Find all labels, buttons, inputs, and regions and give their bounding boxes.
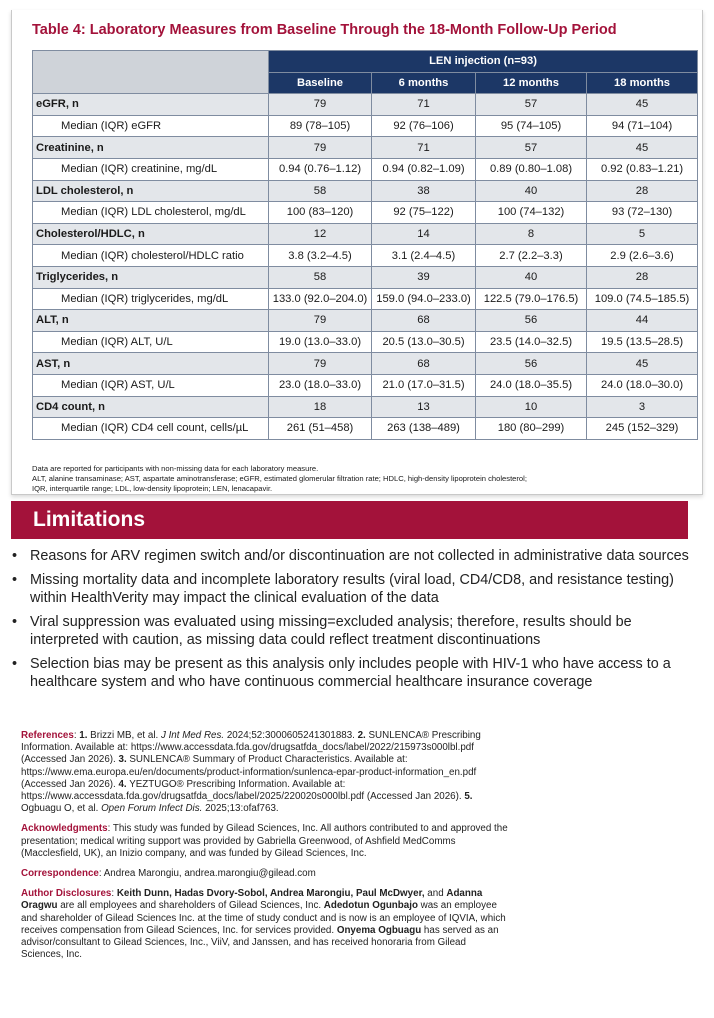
disclosures-names: Adedotun Ogunbajo [323, 900, 418, 912]
table-cell: 10 [476, 396, 587, 418]
table-cell: 93 (72–130) [587, 202, 698, 224]
disclosures-names: Keith Dunn, Hadas Dvory-Sobol, Andrea Marongiu, Paul McDwyer, [116, 888, 425, 900]
row-label: Triglycerides, n [33, 266, 269, 288]
table-row [33, 245, 698, 267]
table-cell: 94 (71–104) [587, 115, 698, 137]
ref-number: 1. [79, 730, 88, 741]
table-cell: 79 [269, 353, 372, 375]
table-cell: 13 [372, 396, 476, 418]
col-header-18-months: 18 months [587, 72, 698, 94]
correspondence-text: : Andrea Marongiu, andrea.marongiu@gilead.com [98, 868, 316, 880]
row-label: AST, n [33, 353, 269, 375]
table-row [33, 223, 698, 245]
table-cell: 100 (74–132) [476, 202, 587, 224]
disclosures-text: and [424, 888, 447, 900]
table-cell: 245 (152–329) [587, 418, 698, 440]
table-cell: 18 [269, 396, 372, 418]
table-cell: 92 (76–106) [372, 115, 476, 137]
table-cell: 58 [269, 180, 372, 202]
table-cell: 3.1 (2.4–4.5) [372, 245, 476, 267]
references-label: References [21, 730, 74, 741]
acknowledgments-paragraph [21, 823, 511, 860]
row-label: Median (IQR) ALT, U/L [33, 331, 269, 353]
table-cell: 39 [372, 266, 476, 288]
table-cell: 68 [372, 353, 476, 375]
correspondence-paragraph [21, 868, 511, 880]
correspondence-label: Correspondence [21, 868, 99, 880]
table-cell: 122.5 (79.0–176.5) [476, 288, 587, 310]
table-cell: 44 [587, 310, 698, 332]
table-cell: 92 (75–122) [372, 202, 476, 224]
table-row [33, 94, 698, 116]
col-header-6-months: 6 months [372, 72, 476, 94]
table-body [33, 94, 698, 440]
col-header-baseline: Baseline [269, 72, 372, 94]
limitation-text: Viral suppression was evaluated using missing=excluded analysis; therefore, results should be interpreted with caution, as missing data could reflect treatment discontinuations [30, 614, 632, 648]
table-cell: 100 (83–120) [269, 202, 372, 224]
disclosures-names: Adanna Oragwu [21, 888, 483, 912]
limitation-text: Missing mortality data and incomplete laboratory results (viral load, CD4/CD8, and resistance testing) within HealthVerity may impact the clinical evaluation of the data [30, 572, 674, 606]
row-label: eGFR, n [33, 94, 269, 116]
table-cell: 12 [269, 223, 372, 245]
row-label: Median (IQR) eGFR [33, 115, 269, 137]
table-row [33, 202, 698, 224]
table-cell: 68 [372, 310, 476, 332]
table-cell: 5 [587, 223, 698, 245]
table-row [33, 353, 698, 375]
table-cell: 40 [476, 180, 587, 202]
table-cell: 40 [476, 266, 587, 288]
group-header-len-injection: LEN injection (n=93) [269, 51, 698, 73]
table-cell: 180 (80–299) [476, 418, 587, 440]
table-corner-cell [33, 51, 269, 94]
table-cell: 23.0 (18.0–33.0) [269, 374, 372, 396]
table-cell: 2.9 (2.6–3.6) [587, 245, 698, 267]
footnote: Data are reported for participants with non-missing data for each laboratory measure. [32, 464, 319, 473]
table-cell: 38 [372, 180, 476, 202]
references-paragraph: References: 1. Brizzi MB, et al. J Int Med Res. 2024;52:3000605241301883. 2. SUNLENCA® Prescribing Information. Available at: https://www.accessdata.fda.gov/drugsatfda_docs/label/2022/215973s000lbl.pdf (Accessed Jan 2026). 3. SUNLENCA® Summary of Product Characteristics. Available at: https://www.ema.europa.eu/en/documents/product-information/sunlenca-epar-product-information_en.pdf (Accessed Jan 2026). 4. YEZTUGO® Prescribing Information. Available at: https://www.accessdata.fda.gov/drugsatfda_docs/label/2025/220020s000lbl.pdf (Accessed Jan 2026). 5. Ogbuagu O, et al. Open Forum Infect Dis. 2025;13:ofaf763. [21, 730, 481, 815]
bullet-icon: • [12, 614, 18, 630]
references-section [21, 730, 511, 969]
table-cell: 89 (78–105) [269, 115, 372, 137]
list-item [12, 547, 702, 565]
row-label: Median (IQR) cholesterol/HDLC ratio [33, 245, 269, 267]
table-cell: 3.8 (3.2–4.5) [269, 245, 372, 267]
table-footnotes [32, 464, 697, 494]
table-row [33, 374, 698, 396]
table-cell: 14 [372, 223, 476, 245]
table-cell: 95 (74–105) [476, 115, 587, 137]
ref-number: 4. [118, 778, 127, 790]
row-label: CD4 count, n [33, 396, 269, 418]
table-row [33, 115, 698, 137]
table-row [33, 266, 698, 288]
bullet-icon: • [12, 548, 18, 564]
table-row [33, 137, 698, 159]
table-row [33, 331, 698, 353]
table-cell: 109.0 (74.5–185.5) [587, 288, 698, 310]
table-cell: 58 [269, 266, 372, 288]
table-cell: 263 (138–489) [372, 418, 476, 440]
table-cell: 71 [372, 94, 476, 116]
table-cell: 45 [587, 137, 698, 159]
list-item [12, 571, 702, 607]
table-cell: 56 [476, 353, 587, 375]
ref-text: 2025;13:ofaf763. [202, 803, 279, 815]
table-cell: 79 [269, 94, 372, 116]
table-group-header-row [33, 51, 698, 73]
table-cell: 19.5 (13.5–28.5) [587, 331, 698, 353]
table-cell: 79 [269, 137, 372, 159]
disclosures-paragraph [21, 888, 511, 961]
table-cell: 20.5 (13.0–30.5) [372, 331, 476, 353]
row-label: Median (IQR) CD4 cell count, cells/µL [33, 418, 269, 440]
ref-text: Brizzi MB, et al. [87, 730, 161, 741]
table-cell: 0.94 (0.76–1.12) [269, 158, 372, 180]
row-label: Median (IQR) creatinine, mg/dL [33, 158, 269, 180]
table-cell: 45 [587, 94, 698, 116]
table-row [33, 396, 698, 418]
bullet-icon: • [12, 656, 18, 672]
col-header-12-months: 12 months [476, 72, 587, 94]
table-row [33, 418, 698, 440]
ref-text: 2024;52:3000605241301883. [224, 730, 358, 741]
acknowledgments-label: Acknowledgments [21, 823, 108, 835]
table-cell: 28 [587, 180, 698, 202]
disclosures-text: has served as an advisor/consultant to Gilead Sciences, Inc., ViiV, and Janssen, and has received honoraria from Gilead Sciences, Inc. [21, 924, 499, 961]
ref-number: 5. [464, 791, 473, 803]
table-cell: 0.94 (0.82–1.09) [372, 158, 476, 180]
limitations-heading: Limitations [33, 508, 146, 531]
list-item [12, 655, 702, 691]
row-label: Median (IQR) triglycerides, mg/dL [33, 288, 269, 310]
acknowledgments-text: : This study was funded by Gilead Sciences, Inc. All authors contributed to and approved the presentation; medical writing support was provided by Gabriella Greenwood, of Ashfield MedComms (Macclesfield, UK), an Inizio company, and was funded by Gilead Sciences, Inc. [21, 823, 508, 859]
footnote: ALT, alanine transaminase; AST, aspartate aminotransferase; eGFR, estimated glomerular filtration rate; HDLC, high-density lipoprotein cholesterol; [32, 474, 527, 483]
table-cell: 2.7 (2.2–3.3) [476, 245, 587, 267]
ref-journal: Open Forum Infect Dis. [101, 803, 203, 815]
table-cell: 56 [476, 310, 587, 332]
limitation-text: Selection bias may be present as this analysis only includes people with HIV-1 who have access to a healthcare system and who have continuous commercial healthcare insurance coverage [30, 656, 671, 690]
row-label: Median (IQR) LDL cholesterol, mg/dL [33, 202, 269, 224]
row-label: Median (IQR) AST, U/L [33, 374, 269, 396]
table-cell: 0.89 (0.80–1.08) [476, 158, 587, 180]
table-row [33, 158, 698, 180]
table-cell: 3 [587, 396, 698, 418]
ref-text: SUNLENCA® Summary of Product Characteristics. Available at: https://www.ema.europa.eu/en/documents/product-information/sunlenca-epar-product-information_en.pdf (Accessed Jan 2026). [21, 754, 477, 790]
row-label: ALT, n [33, 310, 269, 332]
disclosures-text: are all employees and shareholders of Gilead Sciences, Inc. [57, 900, 324, 912]
table-cell: 19.0 (13.0–33.0) [269, 331, 372, 353]
bullet-icon: • [12, 572, 18, 588]
table-cell: 21.0 (17.0–31.5) [372, 374, 476, 396]
ref-journal: J Int Med Res. [160, 730, 225, 741]
table-cell: 0.92 (0.83–1.21) [587, 158, 698, 180]
ref-number: 2. [357, 730, 366, 741]
table-row [33, 180, 698, 202]
table-cell: 24.0 (18.0–30.0) [587, 374, 698, 396]
limitations-list [12, 547, 702, 697]
row-label: Creatinine, n [33, 137, 269, 159]
row-label: Cholesterol/HDLC, n [33, 223, 269, 245]
disclosures-text: was an employee and shareholder of Gilead Sciences Inc. at the time of study conduct and is now is an employee of IQVIA, which receives compensation from Gilead Sciences, Inc. for services provided. [21, 900, 506, 936]
table-cell: 261 (51–458) [269, 418, 372, 440]
table-cell: 45 [587, 353, 698, 375]
table-cell: 28 [587, 266, 698, 288]
table-row [33, 288, 698, 310]
disclosures-label: Author Disclosures [21, 888, 112, 900]
table-cell: 23.5 (14.0–32.5) [476, 331, 587, 353]
ref-text: SUNLENCA® Prescribing Information. Available at: https://www.accessdata.fda.gov/drugsatfda_docs/label/2022/215973s000lbl.pdf (Accessed Jan 2026). [21, 730, 481, 766]
disclosures-names: Onyema Ogbuagu [336, 924, 422, 936]
footnote: IQR, interquartile range; LDL, low-density lipoprotein; LEN, lenacapavir. [32, 484, 273, 493]
table-cell: 71 [372, 137, 476, 159]
row-label: LDL cholesterol, n [33, 180, 269, 202]
table-cell: 133.0 (92.0–204.0) [269, 288, 372, 310]
limitations-banner [11, 501, 688, 539]
disclosures-separator: : [111, 888, 117, 900]
table-cell: 57 [476, 94, 587, 116]
ref-text: YEZTUGO® Prescribing Information. Available at: https://www.accessdata.fda.gov/drugsatfda_docs/label/2025/220020s000lbl.pdf (Accessed Jan 2026). [21, 778, 462, 803]
table-cell: 57 [476, 137, 587, 159]
table-cell: 8 [476, 223, 587, 245]
table-cell: 79 [269, 310, 372, 332]
ref-text: Ogbuagu O, et al. [21, 803, 102, 815]
table-cell: 159.0 (94.0–233.0) [372, 288, 476, 310]
limitation-text: Reasons for ARV regimen switch and/or discontinuation are not collected in administrative data sources [30, 548, 689, 564]
lab-measures-table [32, 50, 698, 440]
table-title: Table 4: Laboratory Measures from Baseline Through the 18-Month Follow-Up Period [32, 22, 617, 38]
lab-measures-table-card [11, 10, 703, 495]
table-row [33, 310, 698, 332]
table-cell: 24.0 (18.0–35.5) [476, 374, 587, 396]
ref-number: 3. [118, 754, 127, 766]
list-item [12, 613, 702, 649]
